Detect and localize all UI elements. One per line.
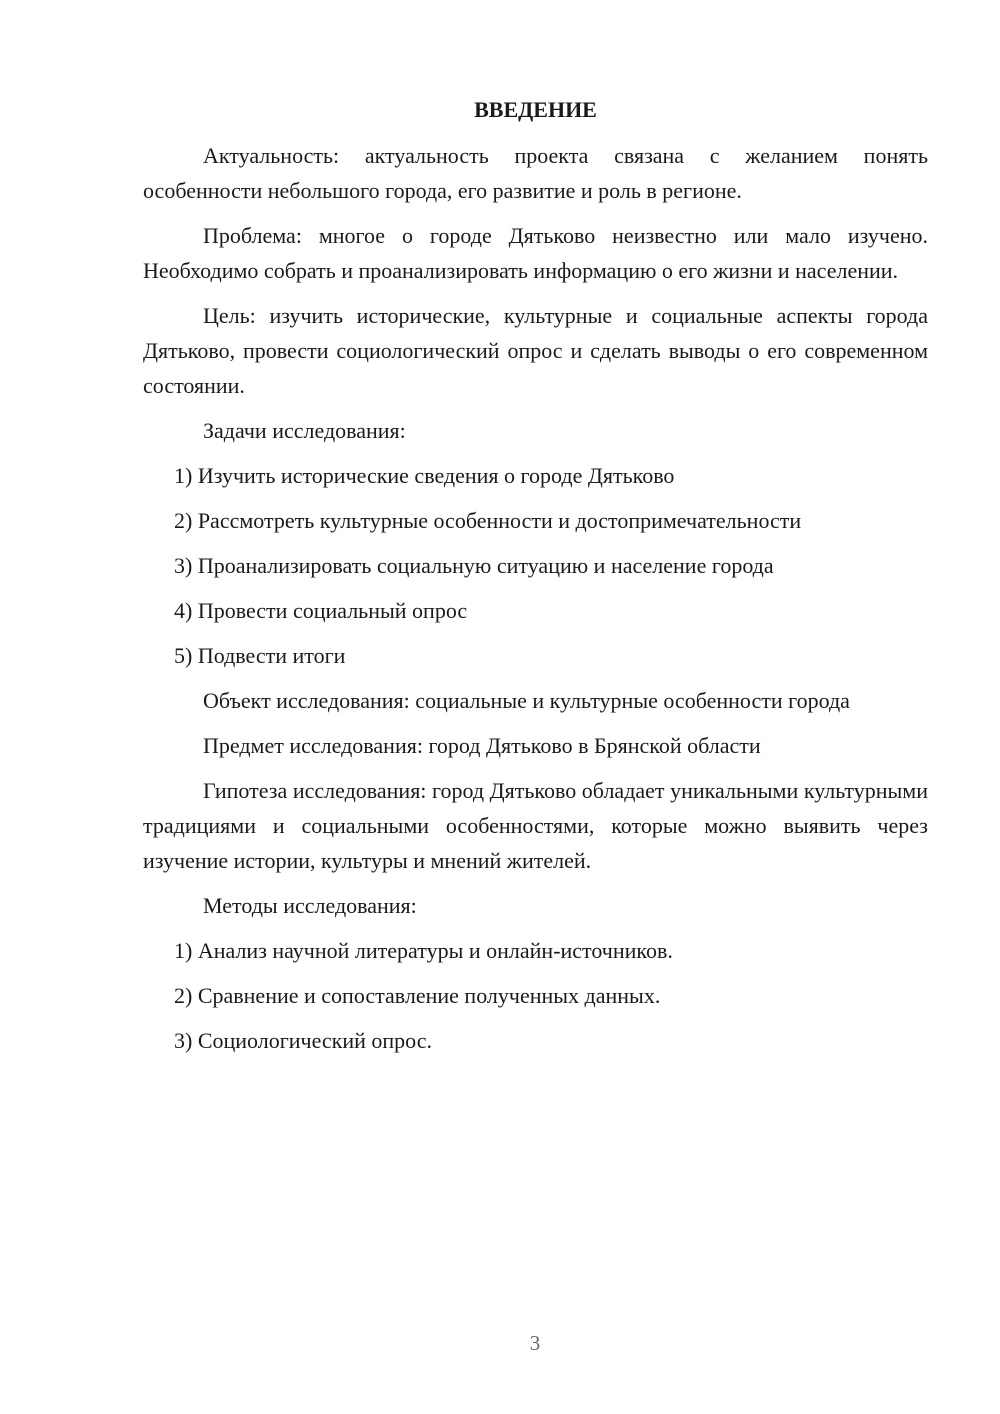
page-number: 3 <box>529 1331 541 1355</box>
task-item: 4) Провести социальный опрос <box>174 598 468 623</box>
document-body <box>143 92 928 1068</box>
task-item: 5) Подвести итоги <box>174 643 346 668</box>
hypothesis-paragraph: Гипотеза исследования: город Дятьково обладает уникальными культурными традициями и социальными особенностями, которые можно выявить через изучение истории, культуры и мнений жителей. <box>143 778 928 873</box>
tasks-heading: Задачи исследования: <box>203 418 406 443</box>
method-item: 1) Анализ научной литературы и онлайн-источников. <box>174 938 673 963</box>
task-item: 1) Изучить исторические сведения о городе Дятьково <box>174 463 675 488</box>
method-item: 2) Сравнение и сопоставление полученных данных. <box>174 983 661 1008</box>
subject-paragraph: Предмет исследования: город Дятьково в Брянской области <box>203 733 761 758</box>
object-paragraph: Объект исследования: социальные и культурные особенности города <box>203 688 850 713</box>
method-item: 3) Социологический опрос. <box>174 1028 432 1053</box>
goal-paragraph: Цель: изучить исторические, культурные и социальные аспекты города Дятьково, провести социологический опрос и сделать выводы о его современном состоянии. <box>143 303 928 398</box>
problem-paragraph: Проблема: многое о городе Дятьково неизвестно или мало изучено. Необходимо собрать и проанализировать информацию о его жизни и населении. <box>143 223 928 283</box>
methods-heading: Методы исследования: <box>203 893 417 918</box>
task-item: 3) Проанализировать социальную ситуацию и население города <box>174 553 774 578</box>
task-item: 2) Рассмотреть культурные особенности и достопримечательности <box>174 508 802 533</box>
relevance-paragraph: Актуальность: актуальность проекта связана с желанием понять особенности небольшого города, его развитие и роль в регионе. <box>143 143 928 203</box>
page-title: ВВЕДЕНИЕ <box>474 97 597 122</box>
